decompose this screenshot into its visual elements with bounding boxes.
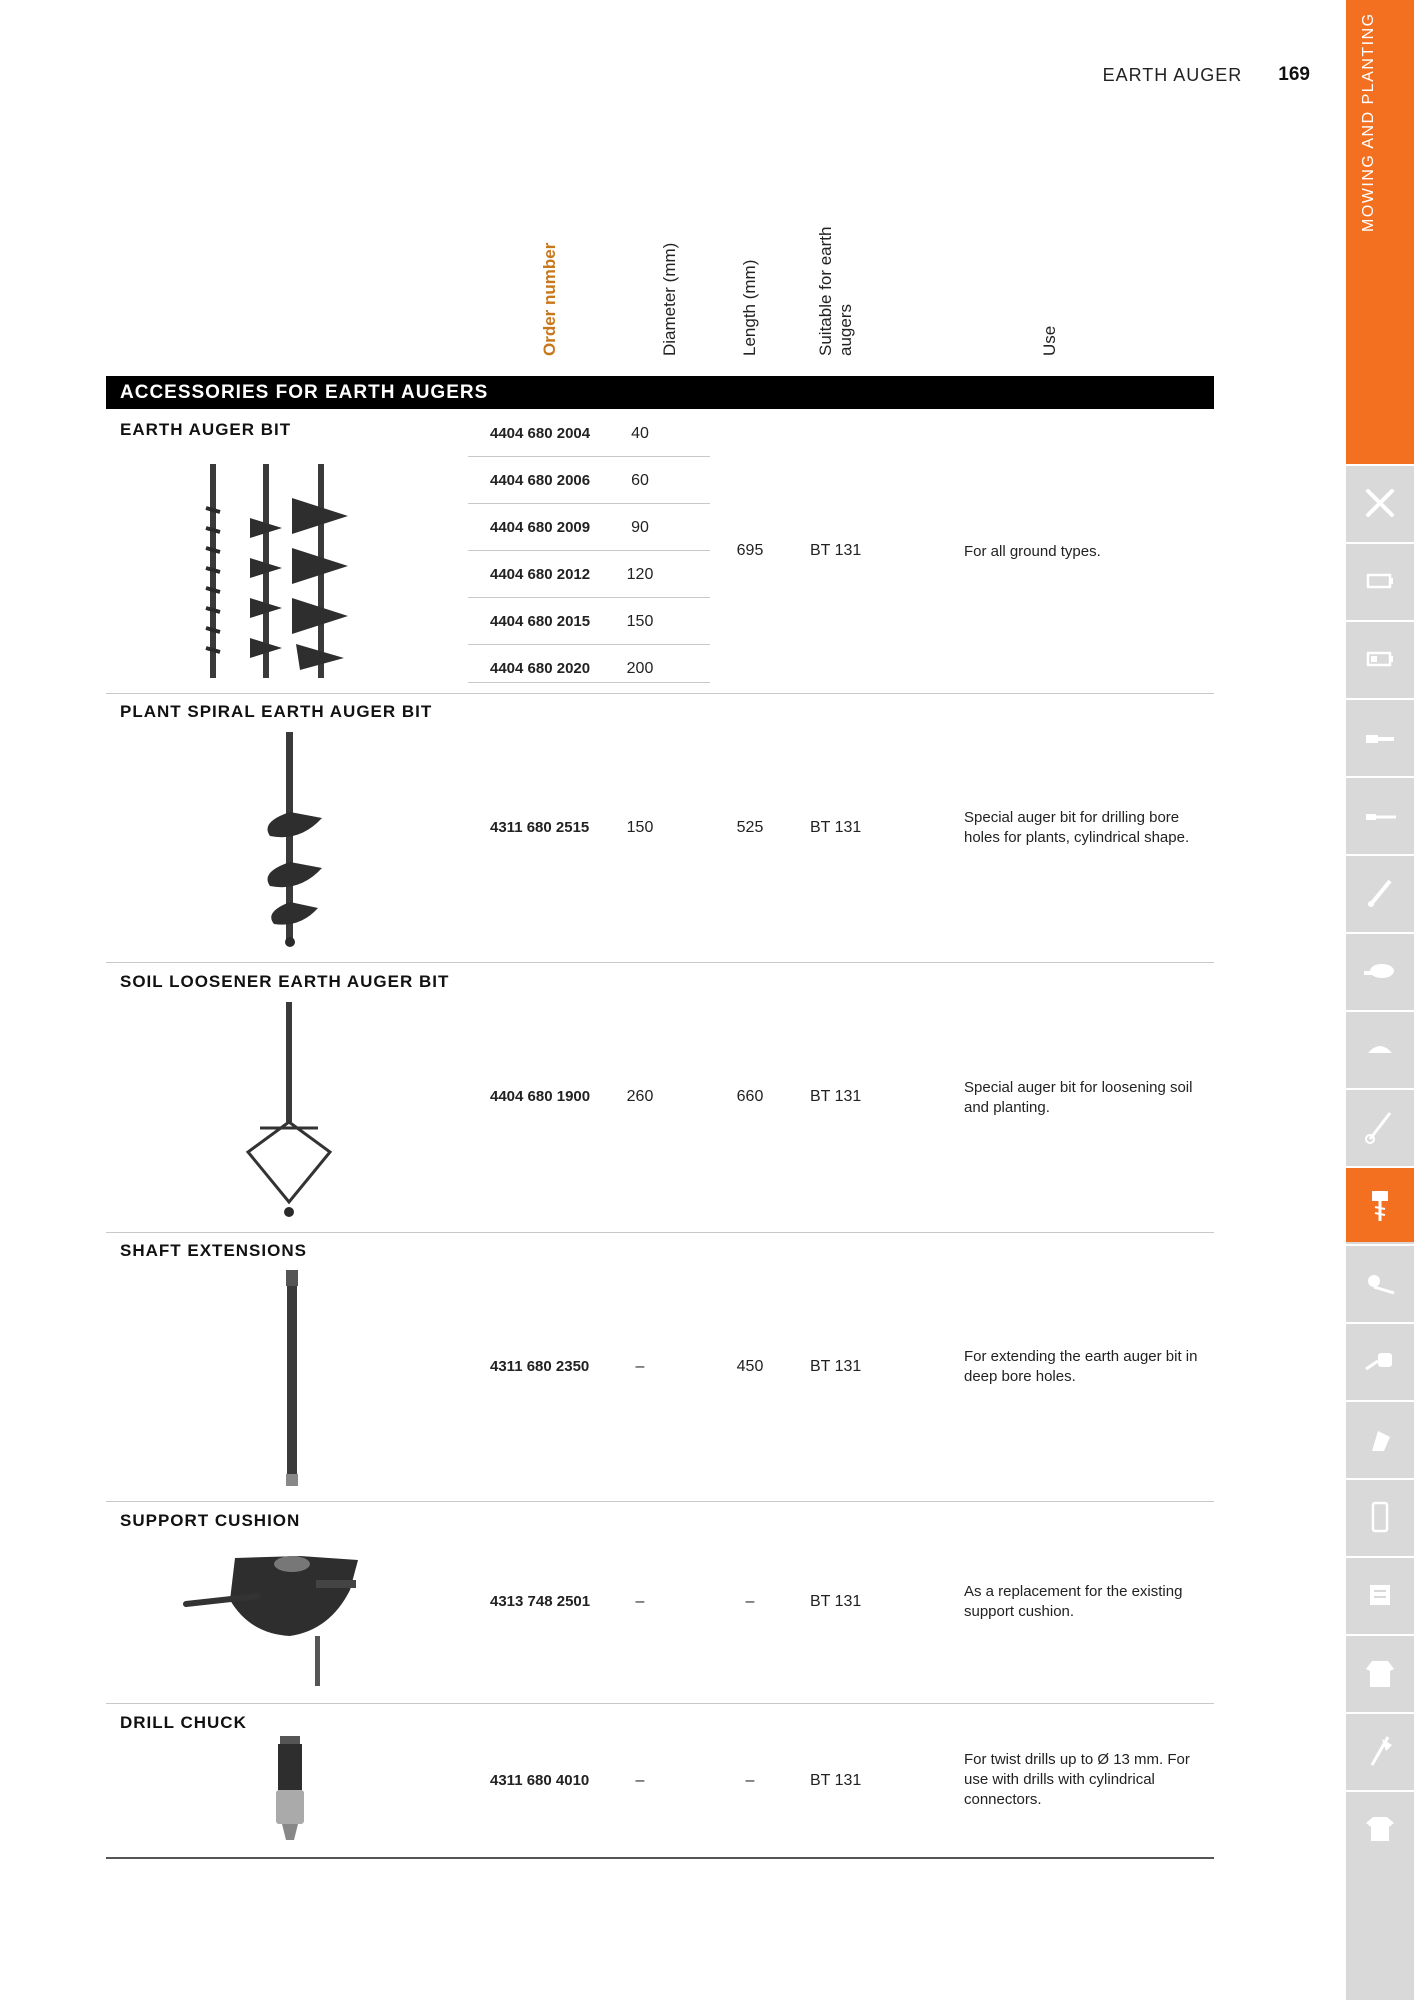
tab-hedge-trimmer-icon[interactable] [1346, 776, 1414, 852]
tab-clothing-icon[interactable] [1346, 1634, 1414, 1710]
tab-tools-icon[interactable] [1346, 464, 1414, 540]
sprayer-icon [1360, 1341, 1400, 1381]
tab-blower-icon[interactable] [1346, 932, 1414, 1008]
order-number: 4404 680 1900 [490, 1088, 591, 1105]
column-header-use: Use [1040, 325, 1059, 356]
rail-category-header [1346, 0, 1414, 464]
tshirt-icon [1360, 1809, 1400, 1849]
suitable-auger: BT 131 [810, 1358, 862, 1375]
use-description: For all ground types. [964, 543, 1101, 560]
diameter: 150 [626, 613, 654, 630]
use-description: For twist drills up to Ø 13 mm. For use with drills with cylindrical connectors. [964, 1751, 1190, 1808]
earth-auger-icon [1360, 1185, 1400, 1225]
order-number: 4404 680 2015 [490, 613, 591, 630]
column-header-diameter: Diameter (mm) [660, 242, 679, 356]
suitable-auger: BT 131 [810, 1772, 862, 1789]
tab-cleaner-icon[interactable] [1346, 1244, 1414, 1320]
category-rail [1346, 0, 1414, 2000]
use-description: Special auger bit for loosening soil and planting. [964, 1079, 1193, 1116]
earth-auger-bit-image [180, 458, 400, 684]
tab-mower-icon[interactable] [1346, 1010, 1414, 1086]
length: 525 [736, 819, 764, 836]
order-number: 4311 680 4010 [490, 1772, 590, 1789]
plant-spiral-auger-image [250, 732, 330, 952]
page-header [960, 64, 1310, 86]
product-title: SOIL LOOSENER EARTH AUGER BIT [120, 972, 450, 991]
tab-axe-icon[interactable] [1346, 1712, 1414, 1788]
use-description: Special auger bit for drilling bore holes for plants, cylindrical shape. [964, 809, 1190, 846]
cleaner-icon [1360, 1263, 1400, 1303]
tab-chainsaw-icon[interactable] [1346, 698, 1414, 774]
shredder-icon [1360, 1419, 1400, 1459]
order-number: 4404 680 2009 [490, 519, 591, 536]
tab-earth-auger-icon[interactable] [1346, 1166, 1414, 1242]
diameter: – [635, 1358, 645, 1375]
suitable-auger: BT 131 [810, 1088, 862, 1105]
column-header-suitable-line2: augers [836, 304, 855, 356]
length: 660 [736, 1088, 764, 1105]
diameter: 200 [626, 660, 654, 677]
soil-loosener-image [240, 1002, 340, 1222]
diameter: – [635, 1593, 645, 1610]
order-number: 4404 680 2012 [490, 566, 591, 583]
suitable-auger: BT 131 [810, 1593, 862, 1610]
tab-brushcutter-icon[interactable] [1346, 1088, 1414, 1164]
drill-chuck-image [268, 1736, 312, 1846]
use-description: For extending the earth auger bit in deep bore holes. [964, 1348, 1198, 1385]
length: – [745, 1593, 755, 1610]
diameter: 150 [626, 819, 654, 836]
order-number: 4404 680 2004 [490, 425, 591, 442]
section-title: EARTH AUGER [1102, 64, 1243, 85]
support-cushion-image [180, 1550, 400, 1690]
tab-shredder-icon[interactable] [1346, 1400, 1414, 1476]
trimmer-icon [1360, 873, 1400, 913]
chainsaw-icon [1360, 717, 1400, 757]
jacket-icon [1360, 1653, 1400, 1693]
tab-smart-device-icon[interactable] [1346, 1478, 1414, 1554]
page-number: 169 [1278, 64, 1310, 85]
hedge-trimmer-icon [1360, 795, 1400, 835]
tab-trimmer-icon[interactable] [1346, 854, 1414, 930]
order-number: 4404 680 2020 [490, 660, 591, 677]
axe-icon [1360, 1731, 1400, 1771]
column-header-length: Length (mm) [740, 259, 759, 356]
rail-category-title: MOWING AND PLANTING [1360, 12, 1377, 232]
tools-icon [1360, 483, 1400, 523]
mower-icon [1360, 1029, 1400, 1069]
length: 450 [736, 1358, 764, 1375]
diameter: 60 [631, 472, 649, 489]
product-title: SHAFT EXTENSIONS [120, 1241, 307, 1260]
tab-sprayer-icon[interactable] [1346, 1322, 1414, 1398]
column-header-order-number: Order number [540, 242, 559, 356]
shaft-extension-image [280, 1270, 304, 1490]
length: – [745, 1772, 755, 1789]
order-number: 4311 680 2350 [490, 1358, 590, 1375]
suitable-auger: BT 131 [810, 819, 862, 836]
diameter: 260 [626, 1088, 654, 1105]
battery-pro-icon [1360, 639, 1400, 679]
tab-battery-pro-icon[interactable] [1346, 620, 1414, 696]
tab-apparel-icon[interactable] [1346, 1790, 1414, 1866]
diameter: – [635, 1772, 645, 1789]
tab-battery-icon[interactable] [1346, 542, 1414, 618]
suitable-auger: BT 131 [810, 542, 862, 559]
product-title: DRILL CHUCK [120, 1713, 247, 1732]
tab-accessories-icon[interactable] [1346, 1556, 1414, 1632]
section-band: ACCESSORIES FOR EARTH AUGERS [106, 376, 1214, 409]
order-number: 4311 680 2515 [490, 819, 590, 836]
diameter: 90 [631, 519, 649, 536]
accessories-icon [1360, 1575, 1400, 1615]
battery-icon [1360, 561, 1400, 601]
brushcutter-icon [1360, 1107, 1400, 1147]
length: 695 [736, 542, 764, 559]
column-header-suitable [816, 227, 856, 356]
use-description: As a replacement for the existing support cushion. [964, 1583, 1183, 1620]
order-number: 4404 680 2006 [490, 472, 591, 489]
order-number: 4313 748 2501 [490, 1593, 591, 1610]
smart-device-icon [1360, 1497, 1400, 1537]
diameter: 120 [626, 566, 654, 583]
blower-icon [1360, 951, 1400, 991]
column-header-suitable-line1: Suitable for earth [816, 226, 835, 356]
diameter: 40 [631, 425, 649, 442]
product-title: EARTH AUGER BIT [120, 420, 292, 439]
product-title: PLANT SPIRAL EARTH AUGER BIT [120, 702, 433, 721]
product-title: SUPPORT CUSHION [120, 1511, 301, 1530]
